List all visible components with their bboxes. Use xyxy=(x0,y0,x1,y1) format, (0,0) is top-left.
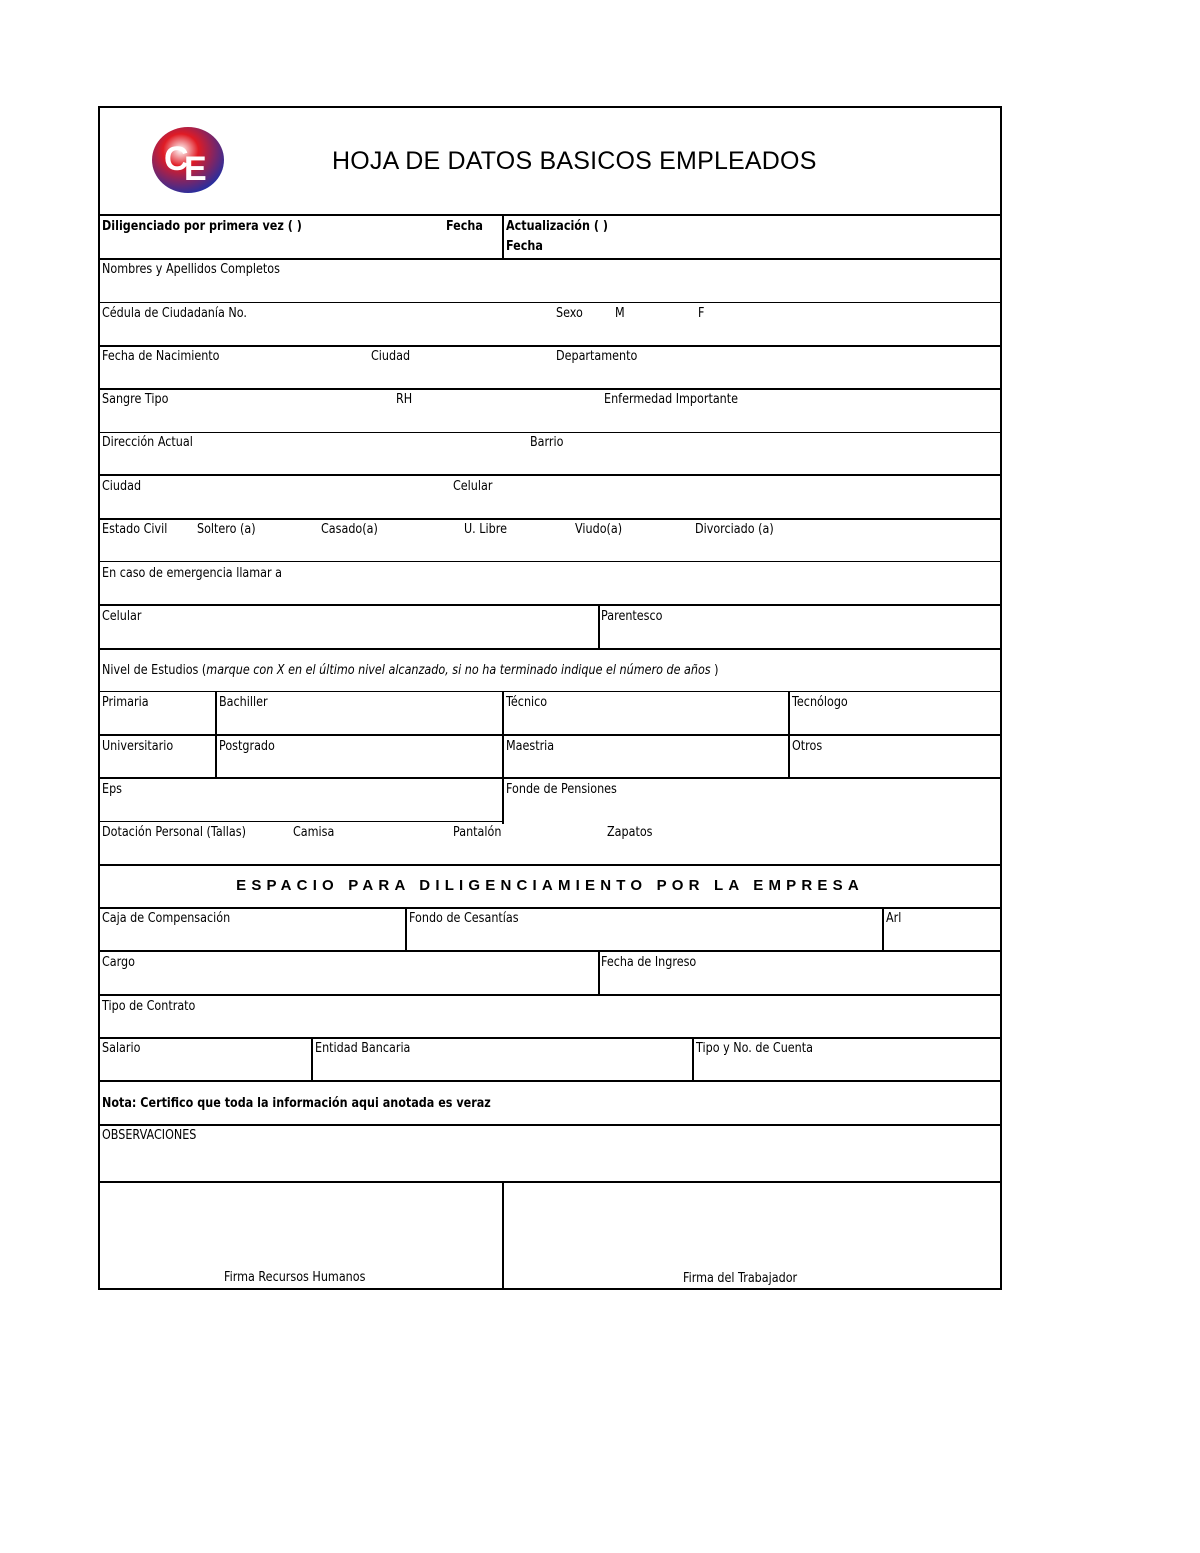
illness-label: Enfermedad Importante xyxy=(604,392,739,407)
barrio-label: Barrio xyxy=(530,435,564,450)
birth-city-label: Ciudad xyxy=(371,349,411,364)
update-date-label: Fecha xyxy=(506,239,543,254)
primaria-label: Primaria xyxy=(102,695,149,710)
page-title: HOJA DE DATOS BASICOS EMPLEADOS xyxy=(332,147,817,175)
universitario-label: Universitario xyxy=(102,739,174,754)
education-instructions: marque con X en el último nivel alcanzado, si no ha terminado indique el número de años xyxy=(206,663,711,678)
first-time-label: Diligenciado por primera vez ( ) xyxy=(102,219,302,234)
observations-label: OBSERVACIONES xyxy=(102,1128,197,1143)
company-section-heading: ESPACIO PARA DILIGENCIAMIENTO POR LA EMPRESA xyxy=(236,877,864,894)
sex-label: Sexo xyxy=(556,306,583,321)
blood-type-label: Sangre Tipo xyxy=(102,392,169,407)
education-title: Nivel de Estudios ( xyxy=(102,663,207,678)
maestria-label: Maestria xyxy=(506,739,555,754)
education-level-label xyxy=(102,663,719,679)
pension-fund-label: Fonde de Pensiones xyxy=(506,782,617,797)
emergency-cell-label: Celular xyxy=(102,609,142,624)
company-logo xyxy=(150,126,226,194)
sex-m-option: M xyxy=(615,306,625,321)
pants-size-label: Pantalón xyxy=(453,825,502,840)
tecnico-label: Técnico xyxy=(506,695,548,710)
account-label: Tipo y No. de Cuenta xyxy=(696,1041,813,1056)
compensation-fund-label: Caja de Compensación xyxy=(102,911,231,926)
start-date-label: Fecha de Ingreso xyxy=(601,955,697,970)
full-name-label: Nombres y Apellidos Completos xyxy=(102,262,280,277)
employee-data-form xyxy=(98,106,1002,1290)
bachiller-label: Bachiller xyxy=(219,695,268,710)
marital-free-union-option: U. Libre xyxy=(464,522,507,537)
position-label: Cargo xyxy=(102,955,136,970)
uniform-sizes-label: Dotación Personal (Tallas) xyxy=(102,825,246,840)
otros-label: Otros xyxy=(792,739,823,754)
contract-type-label: Tipo de Contrato xyxy=(102,999,196,1014)
hr-signature-label: Firma Recursos Humanos xyxy=(224,1270,366,1285)
svg-text:C: C xyxy=(164,140,189,178)
arl-label: Arl xyxy=(886,911,902,926)
shirt-size-label: Camisa xyxy=(293,825,335,840)
tecnologo-label: Tecnólogo xyxy=(792,695,848,710)
severance-fund-label: Fondo de Cesantías xyxy=(409,911,519,926)
address-label: Dirección Actual xyxy=(102,435,193,450)
marital-divorced-option: Divorciado (a) xyxy=(695,522,774,537)
relationship-label: Parentesco xyxy=(601,609,663,624)
shoe-size-label: Zapatos xyxy=(607,825,653,840)
update-label: Actualización ( ) xyxy=(506,219,608,234)
svg-text:E: E xyxy=(184,150,207,188)
salary-label: Salario xyxy=(102,1041,141,1056)
rh-label: RH xyxy=(396,392,413,407)
marital-status-label: Estado Civil xyxy=(102,522,168,537)
department-label: Departamento xyxy=(556,349,638,364)
worker-signature-label: Firma del Trabajador xyxy=(683,1271,798,1286)
marital-single-option: Soltero (a) xyxy=(197,522,256,537)
eps-label: Eps xyxy=(102,782,122,797)
marital-widowed-option: Viudo(a) xyxy=(575,522,623,537)
birth-date-label: Fecha de Nacimiento xyxy=(102,349,220,364)
emergency-contact-label: En caso de emergencia llamar a xyxy=(102,566,283,581)
education-close: ) xyxy=(710,663,719,678)
first-time-date-label: Fecha xyxy=(446,219,483,234)
marital-married-option: Casado(a) xyxy=(321,522,378,537)
bank-label: Entidad Bancaria xyxy=(315,1041,411,1056)
city-label: Ciudad xyxy=(102,479,142,494)
sex-f-option: F xyxy=(698,306,705,321)
postgrado-label: Postgrado xyxy=(219,739,275,754)
cell-label: Celular xyxy=(453,479,493,494)
id-number-label: Cédula de Ciudadanía No. xyxy=(102,306,247,321)
certification-note: Nota: Certifico que toda la información aqui anotada es veraz xyxy=(102,1096,491,1111)
